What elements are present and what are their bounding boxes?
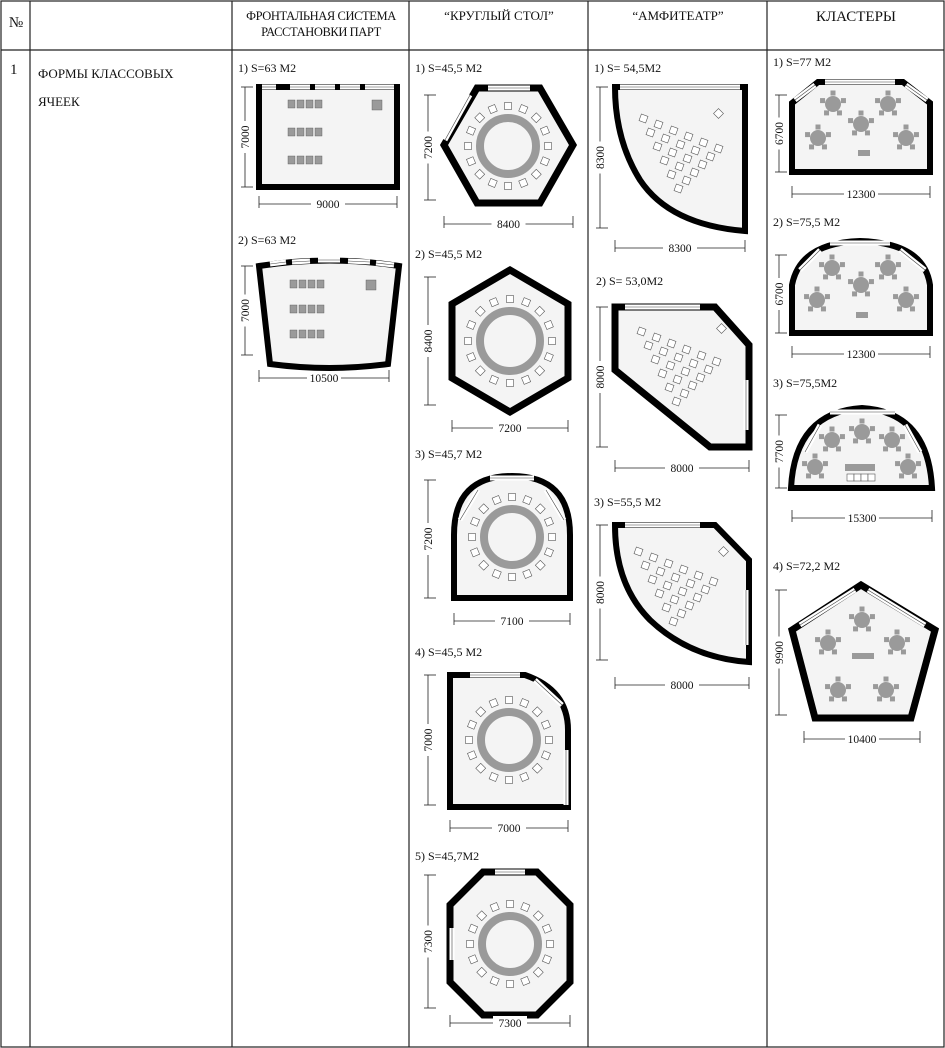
desk: [290, 330, 297, 338]
cluster-chair: [865, 291, 870, 296]
cluster-chair: [823, 446, 828, 451]
cluster-chair: [870, 614, 875, 619]
chair: [549, 534, 556, 541]
desk: [306, 100, 313, 108]
cluster-chair: [896, 98, 901, 103]
plan-caption: 2) S=63 М2: [238, 233, 297, 247]
dimension-height: 8300: [595, 146, 607, 169]
plan-caption: 3) S=55,5 М2: [594, 495, 662, 509]
cluster-table: [900, 459, 916, 475]
cluster-chair: [849, 614, 854, 619]
cluster-chair: [877, 696, 882, 701]
cluster-chair: [873, 684, 878, 689]
plan-caption: 1) S= 54,5М2: [594, 61, 662, 75]
desk: [306, 156, 313, 164]
cluster-chair: [884, 637, 889, 642]
header-num: №: [8, 15, 24, 31]
cluster-table: [880, 260, 896, 276]
room-wall: [615, 87, 745, 231]
chair: [847, 474, 854, 481]
desk: [315, 100, 322, 108]
desk: [299, 280, 306, 288]
cluster-chair: [879, 434, 884, 439]
cluster-chair: [892, 274, 897, 279]
desk: [290, 305, 297, 313]
desk: [315, 156, 322, 164]
cluster-chair: [910, 306, 915, 311]
room-wall: [259, 261, 399, 369]
dimension-width: 9000: [316, 199, 340, 211]
cluster-table: [889, 635, 905, 651]
cluster-chair: [884, 677, 889, 682]
cluster-chair: [866, 438, 871, 443]
cluster-table: [853, 116, 869, 132]
cluster-table: [898, 130, 914, 146]
desk: [299, 330, 306, 338]
cluster-chair: [879, 110, 884, 115]
header-round-table: “КРУГЛЫЙ СТОЛ”: [444, 8, 554, 23]
desk: [317, 280, 324, 288]
cluster-chair: [825, 684, 830, 689]
cluster-chair: [905, 637, 910, 642]
chair: [549, 338, 556, 345]
dimension-width: 8000: [670, 680, 694, 692]
cluster-chair: [819, 649, 824, 654]
cluster-chair: [819, 434, 824, 439]
cluster-chair: [815, 287, 820, 292]
plan-clusters-2: [772, 215, 930, 361]
plan-clusters-1: [772, 55, 930, 201]
cluster-chair: [849, 426, 854, 431]
cluster-chair: [890, 696, 895, 701]
chair: [507, 296, 514, 303]
plan-round-2: [415, 247, 568, 435]
cluster-chair: [836, 637, 841, 642]
cluster-chair: [895, 461, 900, 466]
chair: [509, 494, 516, 501]
chair: [854, 474, 861, 481]
plan-caption: 2) S= 53,0М2: [596, 274, 664, 288]
cluster-chair: [865, 130, 870, 135]
cluster-chair: [825, 294, 830, 299]
cluster-chair: [895, 630, 900, 635]
cluster-chair: [900, 434, 905, 439]
cluster-chair: [840, 262, 845, 267]
cluster-chair: [860, 419, 865, 424]
dimension-height: 7200: [423, 527, 435, 551]
plan-amphitheater-3: [593, 495, 749, 692]
dimension-height: 7000: [240, 299, 252, 322]
teacher-desk: [856, 312, 868, 318]
header-clusters: КЛАСТЕРЫ: [815, 9, 897, 25]
cluster-chair: [826, 132, 831, 137]
cluster-table: [809, 292, 825, 308]
cluster-chair: [846, 684, 851, 689]
cluster-chair: [831, 91, 836, 96]
dimension-height: 8000: [595, 581, 607, 604]
cluster-chair: [824, 110, 829, 115]
cluster-chair: [875, 262, 880, 267]
cluster-chair: [896, 262, 901, 267]
cluster-chair: [820, 98, 825, 103]
cluster-chair: [859, 272, 864, 277]
cluster-chair: [904, 125, 909, 130]
cluster-chair: [830, 255, 835, 260]
plan-caption: 5) S=45,7М2: [415, 849, 480, 863]
plan-round-1: [415, 61, 573, 231]
dimension-width: 8300: [668, 243, 692, 255]
cluster-chair: [852, 291, 857, 296]
cluster-chair: [848, 279, 853, 284]
desk: [317, 330, 324, 338]
cluster-chair: [879, 274, 884, 279]
cluster-chair: [897, 306, 902, 311]
cluster-chair: [808, 306, 813, 311]
cluster-chair: [910, 144, 915, 149]
cluster-table: [854, 612, 870, 628]
cluster-chair: [886, 91, 891, 96]
cluster-chair: [896, 446, 901, 451]
chair: [506, 777, 513, 784]
cluster-chair: [888, 649, 893, 654]
dimension-height: 8400: [423, 329, 435, 353]
cluster-chair: [840, 434, 845, 439]
row-label: ФОРМЫ КЛАССОВЫХ ЯЧЕЕК: [38, 66, 174, 109]
cluster-table: [825, 96, 841, 112]
chair: [465, 143, 472, 150]
cluster-chair: [836, 446, 841, 451]
cluster-table: [807, 459, 823, 475]
dimension-width: 10400: [847, 734, 877, 746]
dimension-height: 7700: [774, 440, 786, 463]
chair: [505, 183, 512, 190]
cluster-table: [830, 682, 846, 698]
cluster-chair: [815, 637, 820, 642]
desk: [306, 128, 313, 136]
dimension-height: 7000: [423, 728, 435, 752]
dimension-height: 7200: [423, 136, 435, 159]
chair: [509, 574, 516, 581]
cluster-table: [854, 424, 870, 440]
plan-round-3: [415, 447, 570, 628]
plan-caption: 2) S=45,5 М2: [415, 247, 483, 261]
desk: [297, 156, 304, 164]
plan-amphitheater-2: [593, 274, 749, 475]
cluster-chair: [836, 274, 841, 279]
cluster-chair: [821, 306, 826, 311]
cluster-chair: [914, 294, 919, 299]
dimension-width: 8400: [497, 219, 520, 231]
chair: [507, 981, 514, 988]
plan-caption: 2) S=75,5 М2: [773, 215, 841, 229]
cluster-chair: [816, 125, 821, 130]
cluster-table: [884, 432, 900, 448]
header-amphitheater: “АМФИТЕАТР”: [632, 8, 724, 23]
teacher-desk: [845, 464, 875, 471]
plan-caption: 1) S=45,5 М2: [415, 61, 483, 75]
pillar: [278, 84, 286, 90]
chair: [505, 103, 512, 110]
cluster-chair: [892, 110, 897, 115]
cluster-chair: [809, 144, 814, 149]
chair: [868, 474, 875, 481]
cluster-chair: [914, 132, 919, 137]
plan-round-5: [415, 849, 570, 1030]
dimension-width: 8000: [670, 463, 694, 475]
cluster-chair: [837, 110, 842, 115]
cluster-chair: [852, 130, 857, 135]
cluster-chair: [894, 684, 899, 689]
teacher-desk: [372, 100, 382, 110]
plan-caption: 4) S=45,5 М2: [415, 645, 483, 659]
cluster-chair: [822, 144, 827, 149]
cluster-chair: [819, 262, 824, 267]
cluster-chair: [912, 473, 917, 478]
dimension-height: 6700: [774, 122, 786, 145]
cluster-chair: [899, 473, 904, 478]
cluster-table: [824, 260, 840, 276]
plan-frontal-1: [238, 61, 397, 211]
chair: [545, 143, 552, 150]
cluster-chair: [819, 473, 824, 478]
dimension-width: 12300: [846, 349, 876, 361]
cluster-chair: [842, 696, 847, 701]
desk: [308, 330, 315, 338]
cluster-chair: [853, 438, 858, 443]
teacher-desk: [366, 280, 376, 290]
cluster-chair: [897, 144, 902, 149]
dimension-width: 10500: [309, 373, 339, 385]
dimension-width: 15300: [847, 513, 877, 525]
cluster-chair: [869, 279, 874, 284]
dimension-width: 7300: [498, 1018, 522, 1030]
dimension-width: 7200: [498, 423, 522, 435]
chair: [547, 941, 554, 948]
cluster-chair: [823, 461, 828, 466]
cluster-table: [810, 130, 826, 146]
desk: [299, 305, 306, 313]
plan-round-4: [415, 645, 568, 835]
cluster-chair: [870, 426, 875, 431]
teacher-desk: [852, 653, 874, 659]
chair: [469, 534, 476, 541]
cluster-chair: [875, 98, 880, 103]
cluster-chair: [806, 473, 811, 478]
desk: [290, 280, 297, 288]
chair: [507, 380, 514, 387]
cluster-table: [880, 96, 896, 112]
teacher-desk: [858, 150, 870, 156]
desk: [308, 305, 315, 313]
plan-clusters-3: [772, 376, 932, 525]
dimension-height: 7300: [423, 930, 435, 953]
cluster-chair: [826, 630, 831, 635]
cluster-chair: [841, 98, 846, 103]
chair: [465, 338, 472, 345]
desk: [288, 128, 295, 136]
desk: [308, 280, 315, 288]
dimension-width: 7100: [500, 616, 524, 628]
plan-frontal-2: [238, 233, 399, 385]
room-wall: [792, 585, 935, 718]
plan-caption: 4) S=72,2 М2: [773, 559, 841, 573]
cluster-chair: [916, 461, 921, 466]
cluster-chair: [805, 132, 810, 137]
cluster-chair: [860, 607, 865, 612]
dimension-height: 7000: [240, 125, 252, 149]
cluster-chair: [886, 255, 891, 260]
cluster-chair: [832, 649, 837, 654]
dimension-width: 12300: [846, 189, 876, 201]
plan-caption: 1) S=63 М2: [238, 61, 297, 75]
cluster-chair: [802, 461, 807, 466]
chair: [861, 474, 868, 481]
chair: [546, 737, 553, 744]
plan-amphitheater-1: [593, 61, 745, 255]
desk: [315, 128, 322, 136]
cluster-table: [824, 432, 840, 448]
header-frontal: ФРОНТАЛЬНАЯ СИСТЕМА РАССТАНОВКИ ПАРТ: [246, 9, 396, 40]
cluster-table: [898, 292, 914, 308]
row-number: 1: [10, 62, 18, 78]
chair: [466, 737, 473, 744]
cluster-chair: [859, 111, 864, 116]
desk: [288, 156, 295, 164]
plan-caption: 3) S=45,7 М2: [415, 447, 483, 461]
cluster-chair: [893, 132, 898, 137]
desk: [297, 100, 304, 108]
dimension-height: 8000: [595, 365, 607, 389]
cluster-chair: [830, 427, 835, 432]
cluster-chair: [890, 427, 895, 432]
plan-caption: 3) S=75,5М2: [773, 376, 838, 390]
cluster-chair: [869, 118, 874, 123]
plan-clusters-4: [772, 559, 935, 746]
cluster-chair: [836, 677, 841, 682]
cluster-chair: [893, 294, 898, 299]
cluster-chair: [813, 454, 818, 459]
cluster-chair: [904, 287, 909, 292]
cluster-chair: [883, 446, 888, 451]
desk: [288, 100, 295, 108]
dimension-width: 7000: [497, 823, 521, 835]
cluster-table: [820, 635, 836, 651]
chair: [506, 697, 513, 704]
room-wall: [615, 307, 749, 447]
desk: [317, 305, 324, 313]
cluster-chair: [901, 649, 906, 654]
chair: [467, 941, 474, 948]
cluster-chair: [853, 626, 858, 631]
cluster-table: [878, 682, 894, 698]
cluster-chair: [823, 274, 828, 279]
dimension-height: 9900: [774, 641, 786, 664]
cluster-table: [853, 277, 869, 293]
cluster-chair: [906, 454, 911, 459]
cluster-chair: [866, 626, 871, 631]
cluster-chair: [829, 696, 834, 701]
desk: [297, 128, 304, 136]
plan-caption: 1) S=77 М2: [773, 55, 832, 69]
chair: [507, 901, 514, 908]
cluster-chair: [848, 118, 853, 123]
cluster-chair: [804, 294, 809, 299]
dimension-height: 6700: [774, 282, 786, 306]
